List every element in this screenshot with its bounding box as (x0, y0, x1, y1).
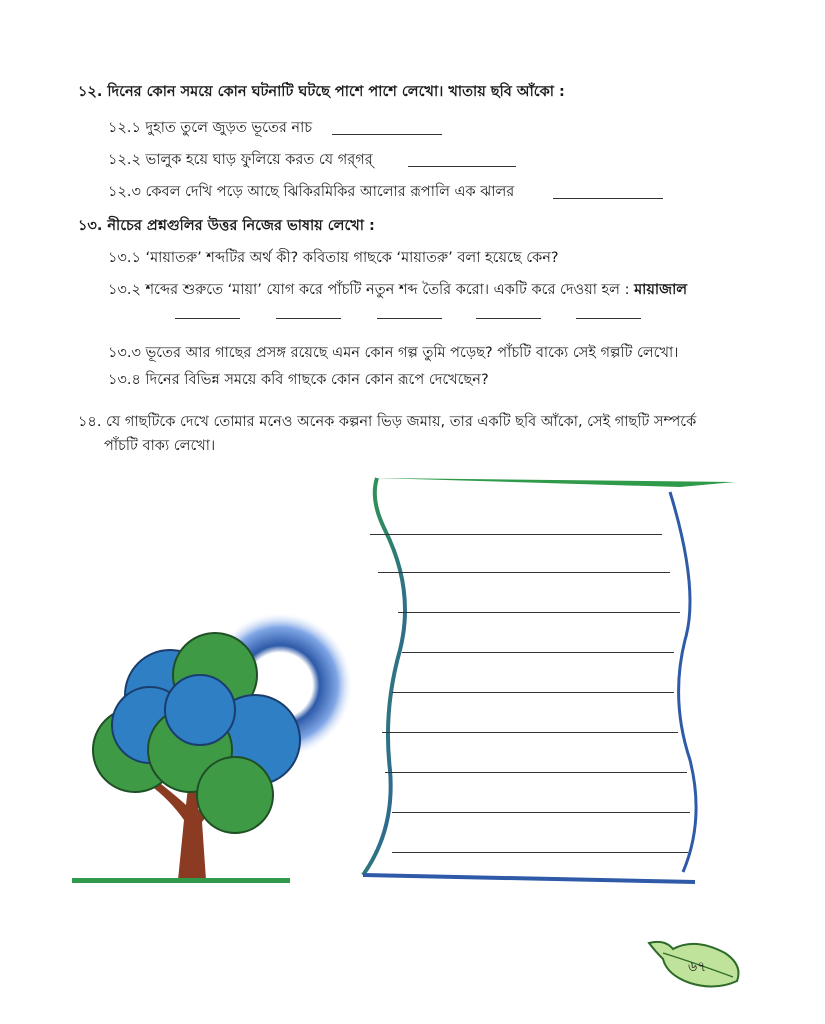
word-blank-3[interactable] (377, 318, 442, 319)
q14-line-1: ১৪. যে গাছটিকে দেখে তোমার মনেও অনেক কল্পনা ভিড় জমায়, তার একটি ছবি আঁকো, সেই গাছটি সম্পর্কে (78, 414, 697, 430)
q13-item-2-text: ১৩.২ শব্দের শুরুতে ‘মায়া’ যোগ করে পাঁচটি নতুন শব্দ তৈরি করো। একটি করে দেওয়া হল : (108, 282, 630, 298)
writing-line-7[interactable] (385, 772, 687, 773)
word-blank-2[interactable] (276, 318, 341, 319)
writing-line-6[interactable] (382, 732, 678, 733)
q13-item-2 (108, 280, 687, 300)
word-blank-1[interactable] (175, 318, 240, 319)
q12-item-1-blank[interactable] (332, 134, 442, 135)
writing-line-3[interactable] (398, 612, 680, 613)
writing-line-4[interactable] (402, 652, 674, 653)
q13-item-4: ১৩.৪ দিনের বিভিন্ন সময়ে কবি গাছকে কোন কোন রূপে দেখেছেন? (108, 372, 489, 388)
writing-line-1[interactable] (370, 534, 662, 535)
ground-line (72, 878, 290, 883)
page-number: ৬৭ (688, 959, 707, 975)
q12-item-2: ১২.২ ভালুক হয়ে ঘাড় ফুলিয়ে করত যে গর্‌গর্‌ (108, 152, 373, 168)
tree-illustration (60, 600, 380, 900)
writing-line-2[interactable] (378, 572, 670, 573)
q13-item-1: ১৩.১ ‘মায়াতরু’ শব্দটির অর্থ কী? কবিতায় গাছকে ‘মায়াতরু’ বলা হয়েছে কেন? (108, 250, 559, 266)
q12-item-1: ১২.১ দুহাত তুলে জুড়ত ভূতের নাচ (108, 120, 313, 136)
word-blank-4[interactable] (476, 318, 541, 319)
q12-item-3-blank[interactable] (553, 198, 663, 199)
q12-item-2-blank[interactable] (408, 166, 516, 167)
q13-item-3: ১৩.৩ ভূতের আর গাছের প্রসঙ্গ রয়েছে এমন কোন গল্প তুমি পড়েছ? পাঁচটি বাক্যে সেই গল্পটি লেখো। (108, 345, 679, 361)
writing-line-8[interactable] (392, 812, 690, 813)
writing-line-5[interactable] (392, 692, 674, 693)
writing-frame (355, 470, 745, 890)
q13-heading: ১৩. নীচের প্রশ্নগুলির উত্তর নিজের ভাষায় লেখো : (78, 218, 375, 234)
q12-item-3: ১২.৩ কেবল দেখি পড়ে আছে ঝিকিরমিকির আলোর রূপালি এক ঝালর (108, 184, 515, 200)
q12-heading: ১২. দিনের কোন সময়ে কোন ঘটনাটি ঘটছে পাশে পাশে লেখো। খাতায় ছবি আঁকো : (78, 84, 565, 100)
q13-item-2-example: মায়াজাল (634, 282, 688, 298)
q14-line-2: পাঁচটি বাক্য লেখো। (104, 438, 216, 454)
writing-line-9[interactable] (392, 852, 688, 853)
word-blank-5[interactable] (576, 318, 641, 319)
